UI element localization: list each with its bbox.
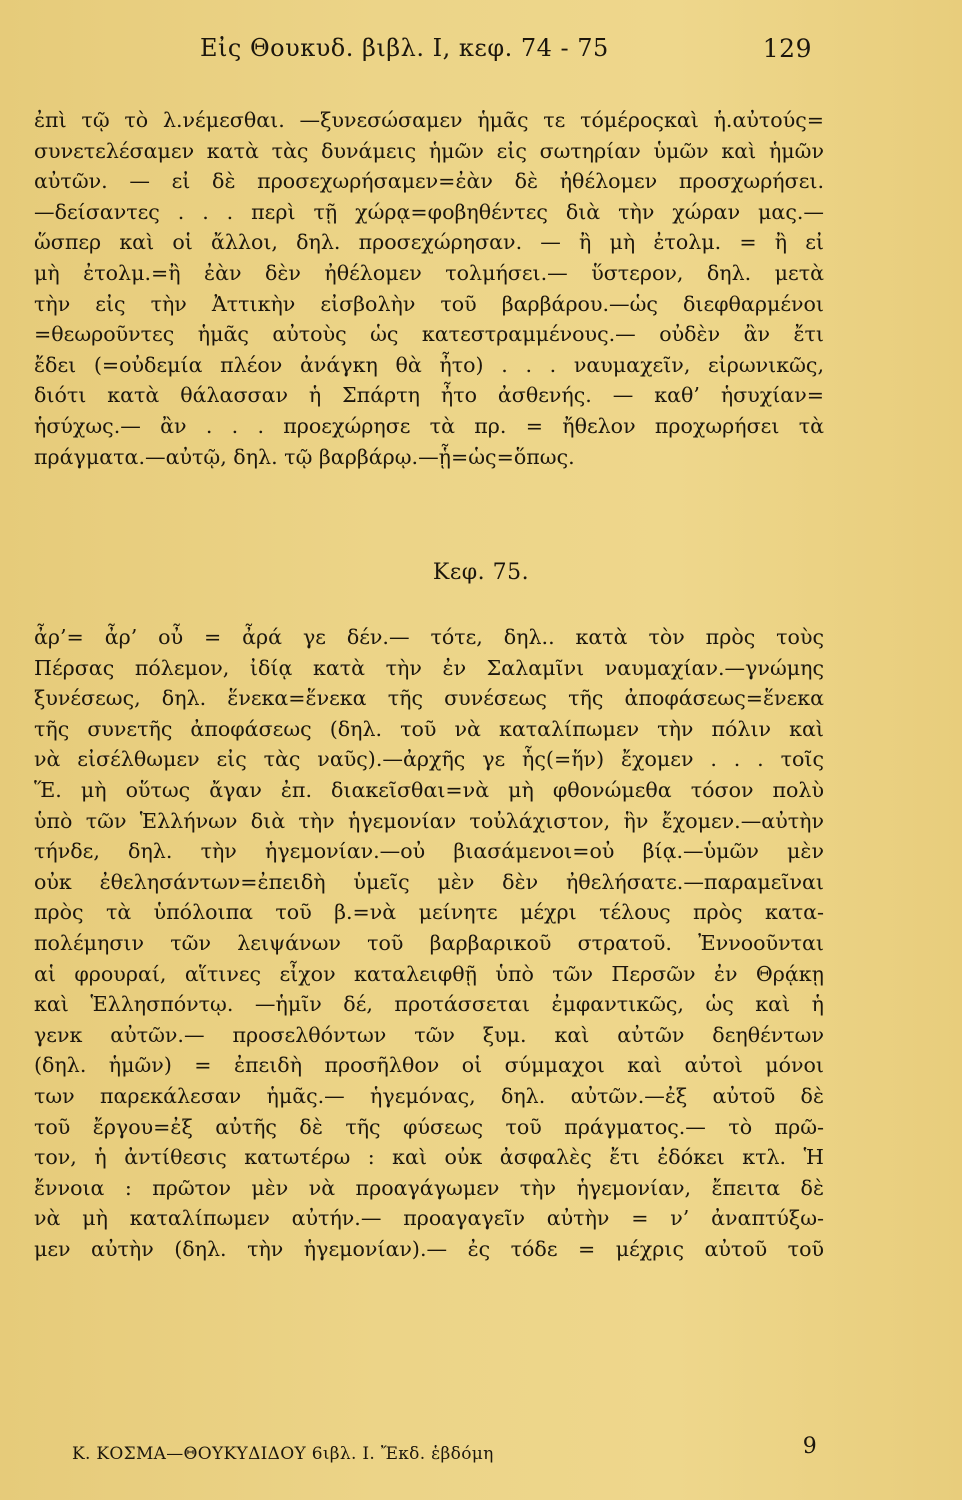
text-line: ἐπὶ τῷ τὸ λ.νέμεσθαι. —ξυνεσώσαμεν ἡμᾶς τε τόμέροςκαὶ ἡ.αὐτούς= (34, 108, 824, 132)
text-line: οὐκ ἐθελησάντων=ἐπειδὴ ὑμεῖς μὲν δὲν ἠθελήσατε.—παραμεῖναι (34, 869, 824, 894)
text-line: πολέμησιν τῶν λειψάνων τοῦ βαρβαρικοῦ στρατοῦ. Ἐννοοῦνται (34, 930, 824, 955)
text-line: —δείσαντες . . . περὶ τῇ χώρᾳ=φοβηθέντες διὰ τὴν χώραν μας.— (34, 199, 824, 224)
text-line: ἆρ’= ἆρ’ οὖ = ἆρά γε δέν.— τότε, δηλ.. κατὰ τὸν πρὸς τοὺς (34, 625, 824, 649)
text-line: νὰ εἰσέλθωμεν εἰς τὰς ναῦς).—ἀρχῆς γε ἧς(=ἥν) ἔχομεν . . . τοῖς (34, 747, 824, 772)
text-line: ἔννοια : πρῶτον μὲν νὰ προαγάγωμεν τὴν ἡγεμονίαν, ἔπειτα δὲ (34, 1175, 824, 1200)
page-footer (72, 1434, 817, 1464)
text-line: συνετελέσαμεν κατὰ τὰς δυνάμεις ἡμῶν εἰς σωτηρίαν ὑμῶν καὶ ἡμῶν (34, 138, 824, 163)
text-line: =θεωροῦντες ἡμᾶς αὐτοὺς ὡς κατεστραμμένους.— οὐδὲν ἂν ἔτι (34, 322, 824, 347)
section-heading: Κεφ. 75. (432, 560, 530, 585)
header-title: Εἰς Θουκυδ. βιβλ. Ι, κεφ. 74 - 75 (200, 34, 609, 62)
text-line: αἱ φρουραί, αἵτινες εἶχον καταλειφθῇ ὑπὸ τῶν Περσῶν ἐν Θρᾴκῃ (34, 961, 824, 986)
text-line: ξυνέσεως, δηλ. ἕνεκα=ἕνεκα τῆς συνέσεως τῆς ἀποφάσεως=ἕνεκα (34, 686, 824, 711)
text-line: τὴν εἰς τὴν Ἀττικὴν εἰσβολὴν τοῦ βαρβάρου.—ὡς διεφθαρμένοι (34, 291, 824, 316)
page-number: 129 (762, 34, 812, 63)
text-line: μὴ ἐτολμ.=ἢ ἐὰν δὲν ἠθέλομεν τολμήσει.— ὕστερον, δηλ. μετὰ (34, 260, 824, 285)
text-line: ἔδει (=οὐδεμία πλέον ἀνάγκη θὰ ἦτο) . . . ναυμαχεῖν, εἰρωνικῶς, (34, 352, 824, 377)
text-line: τῆς συνετῆς ἀποφάσεως (δηλ. τοῦ νὰ καταλίπωμεν τὴν πόλιν καὶ (34, 716, 824, 741)
text-line: ὥσπερ καὶ οἱ ἄλλοι, δηλ. προσεχώρησαν. — ἢ μὴ ἐτολμ. = ἢ εἰ (34, 230, 824, 255)
commentary-block-ch75 (34, 622, 824, 1264)
text-line: πράγματα.—αὐτῷ, δηλ. τῷ βαρβάρῳ.—ᾗ=ὡς=ὅπως. (34, 444, 575, 469)
text-line: τοῦ ἔργου=ἐξ αὐτῆς δὲ τῆς φύσεως τοῦ πράγματος.— τὸ πρῶ- (34, 1114, 824, 1139)
text-line: πρὸς τὰ ὑπόλοιπα τοῦ β.=νὰ μείνητε μέχρι τέλους πρὸς κατα- (34, 900, 824, 925)
text-line: διότι κατὰ θάλασσαν ἡ Σπάρτη ἦτο ἀσθενής. — καθ’ ἡσυχίαν= (34, 383, 824, 408)
text-line: ὑπὸ τῶν Ἑλλήνων διὰ τὴν ἡγεμονίαν τοὐλάχιστον, ἣν ἔχομεν.—αὐτὴν (34, 808, 824, 833)
text-line: γενκ αὐτῶν.— προσελθόντων τῶν ξυμ. καὶ αὐτῶν δεηθέντων (34, 1022, 824, 1047)
text-line: αὐτῶν. — εἰ δὲ προσεχωρήσαμεν=ἐὰν δὲ ἠθέλομεν προσχωρήσει. (34, 169, 824, 194)
text-line: Ἕ. μὴ οὕτως ἄγαν ἐπ. διακεῖσθαι=νὰ μὴ φθονώμεθα τόσον πολὺ (34, 777, 824, 802)
text-line: νὰ μὴ καταλίπωμεν αὐτήν.— προαγαγεῖν αὐτὴν = ν’ ἀναπτύξω- (34, 1206, 824, 1231)
text-line: (δηλ. ἡμῶν) = ἐπειδὴ προσῆλθον οἱ σύμμαχοι καὶ αὐτοὶ μόνοι (34, 1053, 824, 1078)
text-line: τον, ἡ ἀντίθεσις κατωτέρω : καὶ οὐκ ἀσφαλὲς ἔτι ἐδόκει κτλ. Ἡ (34, 1145, 824, 1170)
text-line: τήνδε, δηλ. τὴν ἡγεμονίαν.—οὐ βιασάμενοι=οὐ βίᾳ.—ὑμῶν μὲν (34, 839, 824, 864)
signature-mark: 9 (802, 1434, 817, 1459)
text-line: ἡσύχως.— ἂν . . . προεχώρησε τὰ πρ. = ἤθελον προχωρήσει τὰ (34, 413, 824, 438)
text-line: καὶ Ἑλλησπόντῳ. —ἡμῖν δέ, προτάσσεται ἐμφαντικῶς, ὡς καὶ ἡ (34, 992, 824, 1017)
text-line: των παρεκάλεσαν ἡμᾶς.— ἡγεμόνας, δηλ. αὐτῶν.—ἐξ αὐτοῦ δὲ (34, 1083, 824, 1108)
footer-text: Κ. ΚΟΣΜΑ—ΘΟΥΚΥΔΙΔΟΥ 6ιβλ. Ι. Ἔκδ. ἑβδόμη (72, 1444, 494, 1464)
text-line: μεν αὐτὴν (δηλ. τὴν ἡγεμονίαν).— ἐς τόδε = μέχρις αὐτοῦ τοῦ (34, 1236, 824, 1261)
commentary-block-ch74 (34, 105, 824, 472)
text-line: Πέρσας πόλεμον, ἰδίᾳ κατὰ τὴν ἐν Σαλαμῖνι ναυμαχίαν.—γνώμης (34, 655, 824, 680)
